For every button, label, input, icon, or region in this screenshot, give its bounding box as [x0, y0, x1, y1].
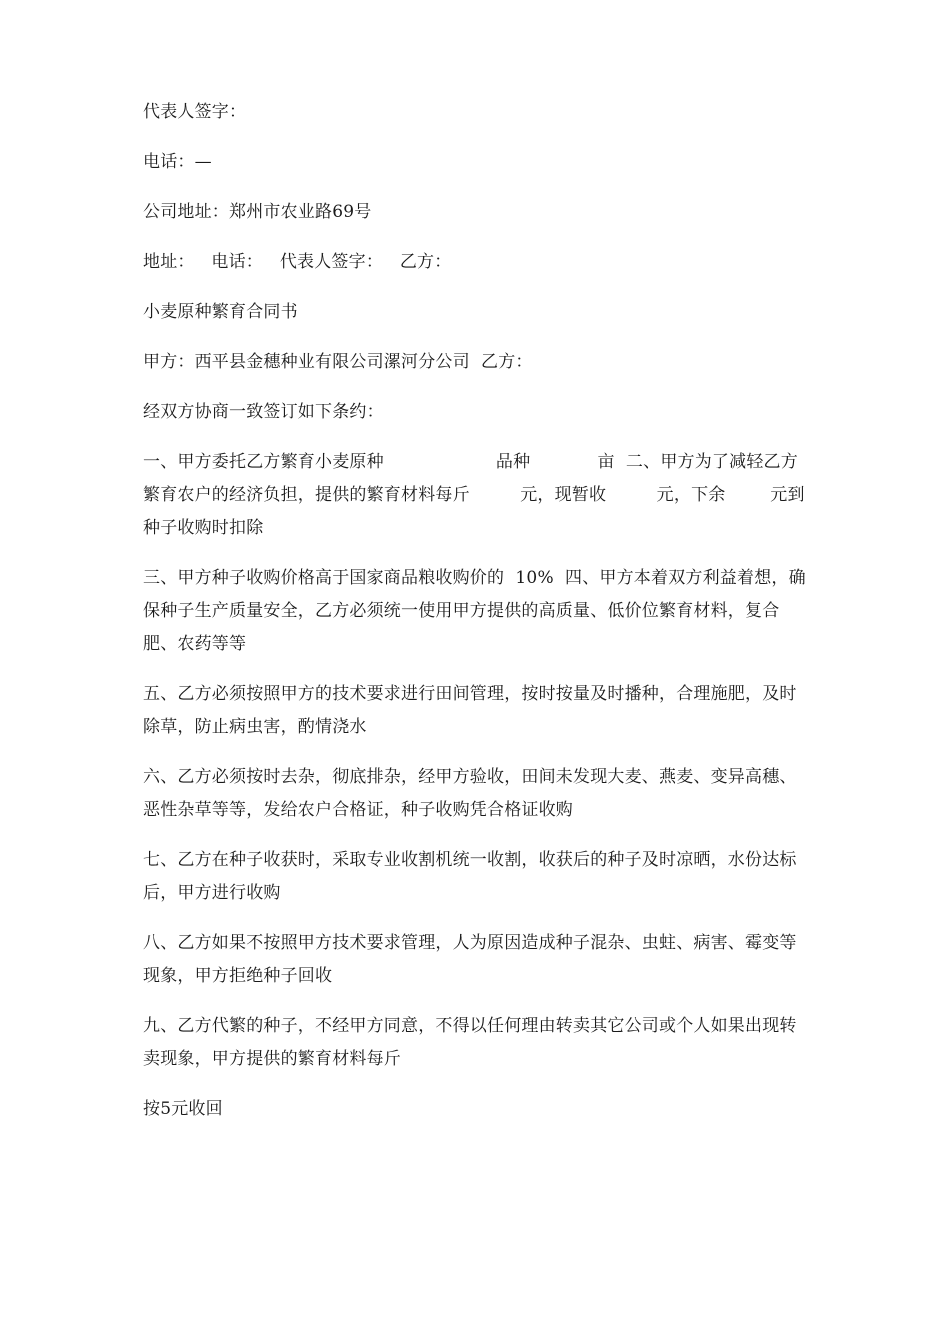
clause-8: 八、乙方如果不按照甲方技术要求管理，人为原因造成种子混杂、虫蛀、病害、霉变等现象，甲方拒绝种子回收 [143, 933, 797, 986]
party-b-contact-line: 地址： 电话： 代表人签字： 乙方： [143, 252, 452, 272]
representative-signature-line: 代表人签字： [143, 102, 247, 122]
document-page [143, 96, 809, 1143]
clause-9-continuation: 按5元收回 [143, 1099, 223, 1119]
agreement-intro: 经双方协商一致签订如下条约： [143, 402, 384, 422]
contract-title: 小麦原种繁育合同书 [143, 302, 298, 322]
parties-line: 甲方：西平县金穗种业有限公司漯河分公司 乙方： [143, 352, 533, 372]
clause-3-4: 三、甲方种子收购价格高于国家商品粮收购价的 10% 四、甲方本着双方利益着想，确保种子生产质量安全，乙方必须统一使用甲方提供的高质量、低价位繁育材料，复合肥、农药等等 [143, 568, 806, 654]
phone-line: 电话：— [143, 152, 212, 172]
company-address-line: 公司地址：郑州市农业路69号 [143, 202, 372, 222]
clause-7: 七、乙方在种子收获时，采取专业收割机统一收割，收获后的种子及时凉晒，水份达标后，甲方进行收购 [143, 850, 797, 903]
clause-6: 六、乙方必须按时去杂，彻底排杂，经甲方验收，田间未发现大麦、燕麦、变异高穗、恶性杂草等等，发给农户合格证，种子收购凭合格证收购 [143, 767, 797, 820]
clause-5: 五、乙方必须按照甲方的技术要求进行田间管理，按时按量及时播种，合理施肥，及时除草，防止病虫害，酌情浇水 [143, 684, 797, 737]
clause-1-2: 一、甲方委托乙方繁育小麦原种 品种 亩 二、甲方为了减轻乙方繁育农户的经济负担，提供的繁育材料每斤 元，现暂收 元，下余 元到种子收购时扣除 [143, 452, 805, 538]
clause-9: 九、乙方代繁的种子，不经甲方同意，不得以任何理由转卖其它公司或个人如果出现转卖现象，甲方提供的繁育材料每斤 [143, 1016, 797, 1069]
